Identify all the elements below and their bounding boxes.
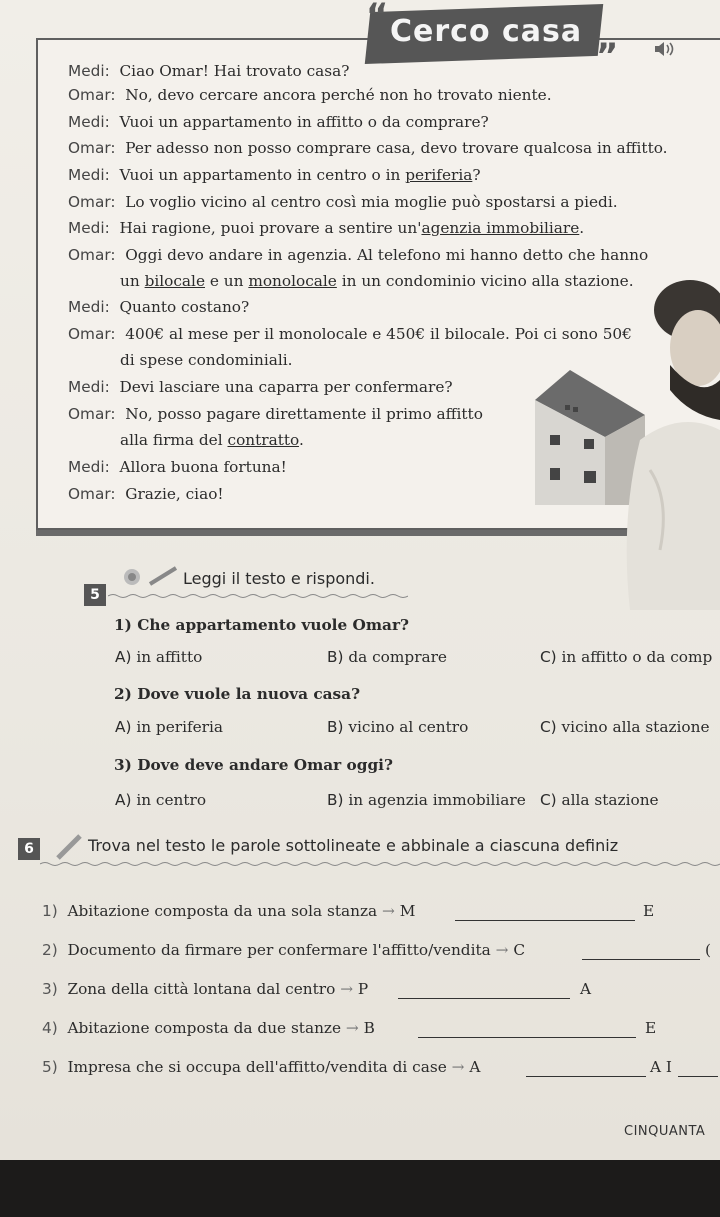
dialogue-line: un bilocale e un monolocale in un condominio vicino alla stazione. (120, 272, 634, 290)
answer-option[interactable]: A) in periferia (115, 718, 224, 736)
dialogue-line: Omar: Oggi devo andare in agenzia. Al telefono mi hanno detto che hanno (68, 246, 649, 264)
underlined-word: contratto (227, 431, 299, 449)
answer-blank[interactable] (418, 1037, 636, 1038)
word-ending: A (580, 980, 592, 998)
arrow-icon: → (495, 941, 509, 959)
exercise-instruction: Trova nel testo le parole sottolineate e abbinale a ciascuna definiz (88, 836, 619, 855)
definition-item: 5) Impresa che si occupa dell'affitto/vendita di case → A (42, 1058, 481, 1076)
page-title: Cerco casa (390, 14, 583, 49)
answer-option[interactable]: B) da comprare (327, 648, 447, 666)
dialogue-line: alla firma del contratto. (120, 431, 304, 449)
answer-blank[interactable] (455, 920, 635, 921)
dialogue-line: Omar: No, devo cercare ancora perché non ho trovato niente. (68, 86, 552, 104)
audio-speaker-icon[interactable] (654, 41, 676, 57)
underlined-word: periferia (405, 166, 473, 184)
dialogue-line: Omar: Per adesso non posso comprare casa, devo trovare qualcosa in affitto. (68, 139, 668, 157)
dialogue-line: Omar: 400€ al mese per il monolocale e 450€ il bilocale. Poi ci sono 50€ (68, 325, 632, 343)
underlined-word: monolocale (248, 272, 337, 290)
dialogue-line: Medi: Hai ragione, puoi provare a sentire un'agenzia immobiliare. (68, 219, 585, 237)
answer-option[interactable]: B) vicino al centro (327, 718, 469, 736)
answer-option[interactable]: A) in centro (115, 791, 207, 809)
dialogue-line: Medi: Quanto costano? (68, 298, 250, 316)
definition-item: 1) Abitazione composta da una sola stanza → M (42, 902, 416, 920)
person-illustration (620, 270, 720, 610)
question-text: 2) Dove vuole la nuova casa? (114, 685, 361, 703)
answer-blank[interactable] (398, 998, 570, 999)
dialogue-line: Omar: Lo voglio vicino al centro così mia moglie può spostarsi a piedi. (68, 193, 618, 211)
answer-option[interactable]: C) in affitto o da comp (540, 648, 713, 666)
arrow-icon: → (382, 902, 395, 920)
word-ending: E (643, 902, 655, 920)
word-ending: A I (650, 1058, 672, 1076)
underlined-word: bilocale (144, 272, 205, 290)
background-table (0, 1160, 720, 1217)
arrow-icon: → (451, 1058, 465, 1076)
exercise-instruction: Leggi il testo e rispondi. (183, 569, 375, 588)
answer-option[interactable]: C) vicino alla stazione (540, 718, 710, 736)
exercise-number-badge: 6 (18, 838, 40, 860)
definition-item: 3) Zona della città lontana dal centro → P (42, 980, 369, 998)
answer-option[interactable]: B) in agenzia immobiliare (327, 791, 526, 809)
dialogue-line: Medi: Vuoi un appartamento in centro o in periferia? (68, 166, 481, 184)
definition-item: 2) Documento da firmare per confermare l'affitto/vendita → C (42, 941, 526, 959)
pencil-icon (54, 832, 84, 860)
wavy-underline (108, 593, 408, 599)
quote-open-icon: “ (366, 0, 389, 36)
answer-option[interactable]: C) alla stazione (540, 791, 659, 809)
arrow-icon: → (345, 1019, 359, 1037)
answer-blank[interactable] (526, 1076, 646, 1077)
dialogue-line: Medi: Devi lasciare una caparra per confermare? (68, 378, 453, 396)
question-text: 3) Dove deve andare Omar oggi? (114, 756, 393, 774)
exercise-number-badge: 5 (84, 584, 106, 606)
dialogue-line: Omar: No, posso pagare direttamente il primo affitto (68, 405, 483, 423)
arrow-icon: → (340, 980, 354, 998)
question-text: 1) Che appartamento vuole Omar? (114, 616, 409, 634)
definition-item: 4) Abitazione composta da due stanze → B (42, 1019, 375, 1037)
wavy-underline (40, 861, 720, 867)
page-number-word: CINQUANTA (624, 1124, 706, 1139)
dialogue-line: di spese condominiali. (120, 351, 293, 369)
word-ending: E (645, 1019, 657, 1037)
listening-pencil-icon (114, 566, 180, 588)
answer-blank[interactable] (582, 959, 700, 960)
answer-option[interactable]: A) in affitto (115, 648, 203, 666)
answer-blank[interactable] (678, 1076, 718, 1077)
dialogue-line: Medi: Vuoi un appartamento in affitto o da comprare? (68, 113, 489, 131)
dialogue-line: Medi: Allora buona fortuna! (68, 458, 287, 476)
dialogue-line: Omar: Grazie, ciao! (68, 485, 224, 503)
underlined-word: agenzia immobiliare (421, 219, 580, 237)
quote-close-icon: ” (596, 36, 619, 76)
dialogue-line: Medi: Ciao Omar! Hai trovato casa? (68, 62, 350, 80)
word-ending: ( (705, 941, 711, 959)
